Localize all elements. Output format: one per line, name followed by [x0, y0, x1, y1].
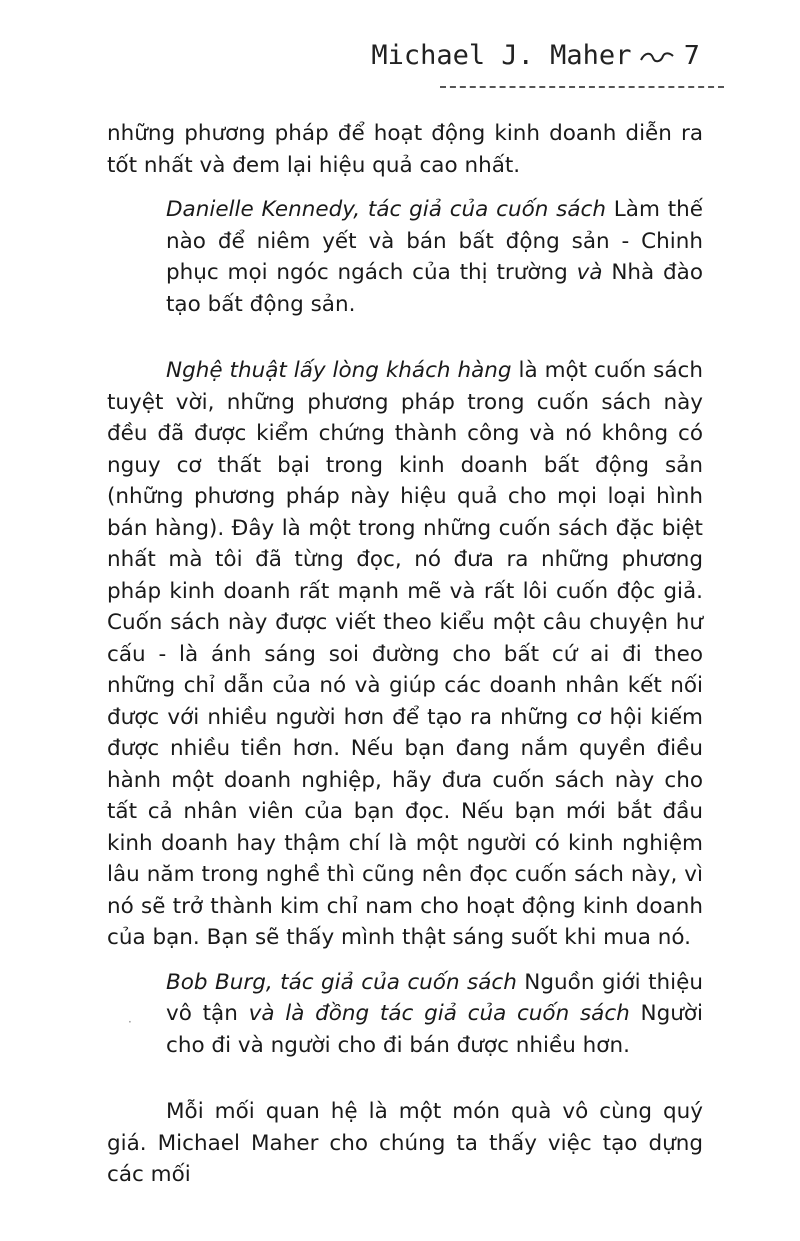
attribution-name: Bob Burg, tác giả của cuốn sách — [166, 969, 517, 995]
header-author: Michael J. Maher — [371, 40, 632, 71]
swirl-ornament-icon — [639, 50, 675, 64]
book-title: Nghệ thuật lấy lòng khách hàng — [166, 358, 512, 383]
paragraph-continued: những phương pháp để hoạt động kinh doanh diễn ra tốt nhất và đem lại hiệu quả cao nhất. — [107, 121, 703, 178]
attribution-burg: Bob Burg, tác giả của cuốn sách Nguồn giới thiệu vô tận và là đồng tác giả của cuốn sách Người cho đi và người cho đi bán được nhiều hơn. — [166, 969, 704, 1058]
paragraph-review: Nghệ thuật lấy lòng khách hàng là một cuốn sách tuyệt vời, những phương pháp trong cuốn sách này đều đã được kiểm chứng thành công và nó không có nguy cơ thất bại trong kinh doanh bất động sản (những phương pháp này hiệu quả cho mọi loại hình bán hàng). Đây là một trong những cuốn sách đặc biệt nhất mà tôi đã từng đọc, nó đưa ra những phương pháp kinh doanh rất mạnh mẽ và rất lôi cuốn độc giả. Cuốn sách này được viết theo kiểu một câu chuyện hư cấu - là ánh sáng soi đường cho bất cứ ai đi theo những chỉ dẫn của nó và giúp các doanh nhân kết nối được với nhiều người hơn để tạo ra những cơ hội kiếm được nhiều tiền hơn. Nếu bạn đang nắm quyền điều hành một doanh nghiệp, hãy đưa cuốn sách này cho tất cả nhân viên của bạn đọc. Nếu bạn mới bắt đầu kinh doanh hay thậm chí là một người có kinh nghiệm lâu năm trong nghề thì cũng nên đọc cuốn sách này, vì nó sẽ trở thành kim chỉ nam cho hoạt động kinh doanh của bạn. Bạn sẽ thấy mình thật sáng suốt khi mua nó. — [107, 358, 703, 950]
body-text — [107, 118, 703, 1204]
running-header — [371, 40, 700, 71]
page-number: 7 — [683, 41, 700, 71]
attribution-kennedy: Danielle Kennedy, tác giả của cuốn sách Làm thế nào để niêm yết và bán bất động sản - Chinh phục mọi ngóc ngách của thị trường và Nhà đào tạo bất động sản. — [166, 197, 704, 317]
print-smudge: · — [128, 1015, 132, 1029]
attribution-name: Danielle Kennedy, tác giả của cuốn sách — [166, 197, 606, 222]
header-dashed-rule — [440, 86, 724, 88]
paragraph-next: Mỗi mối quan hệ là một món quà vô cùng quý giá. Michael Maher cho chúng ta thấy việc tạo dựng các mối — [107, 1099, 703, 1187]
